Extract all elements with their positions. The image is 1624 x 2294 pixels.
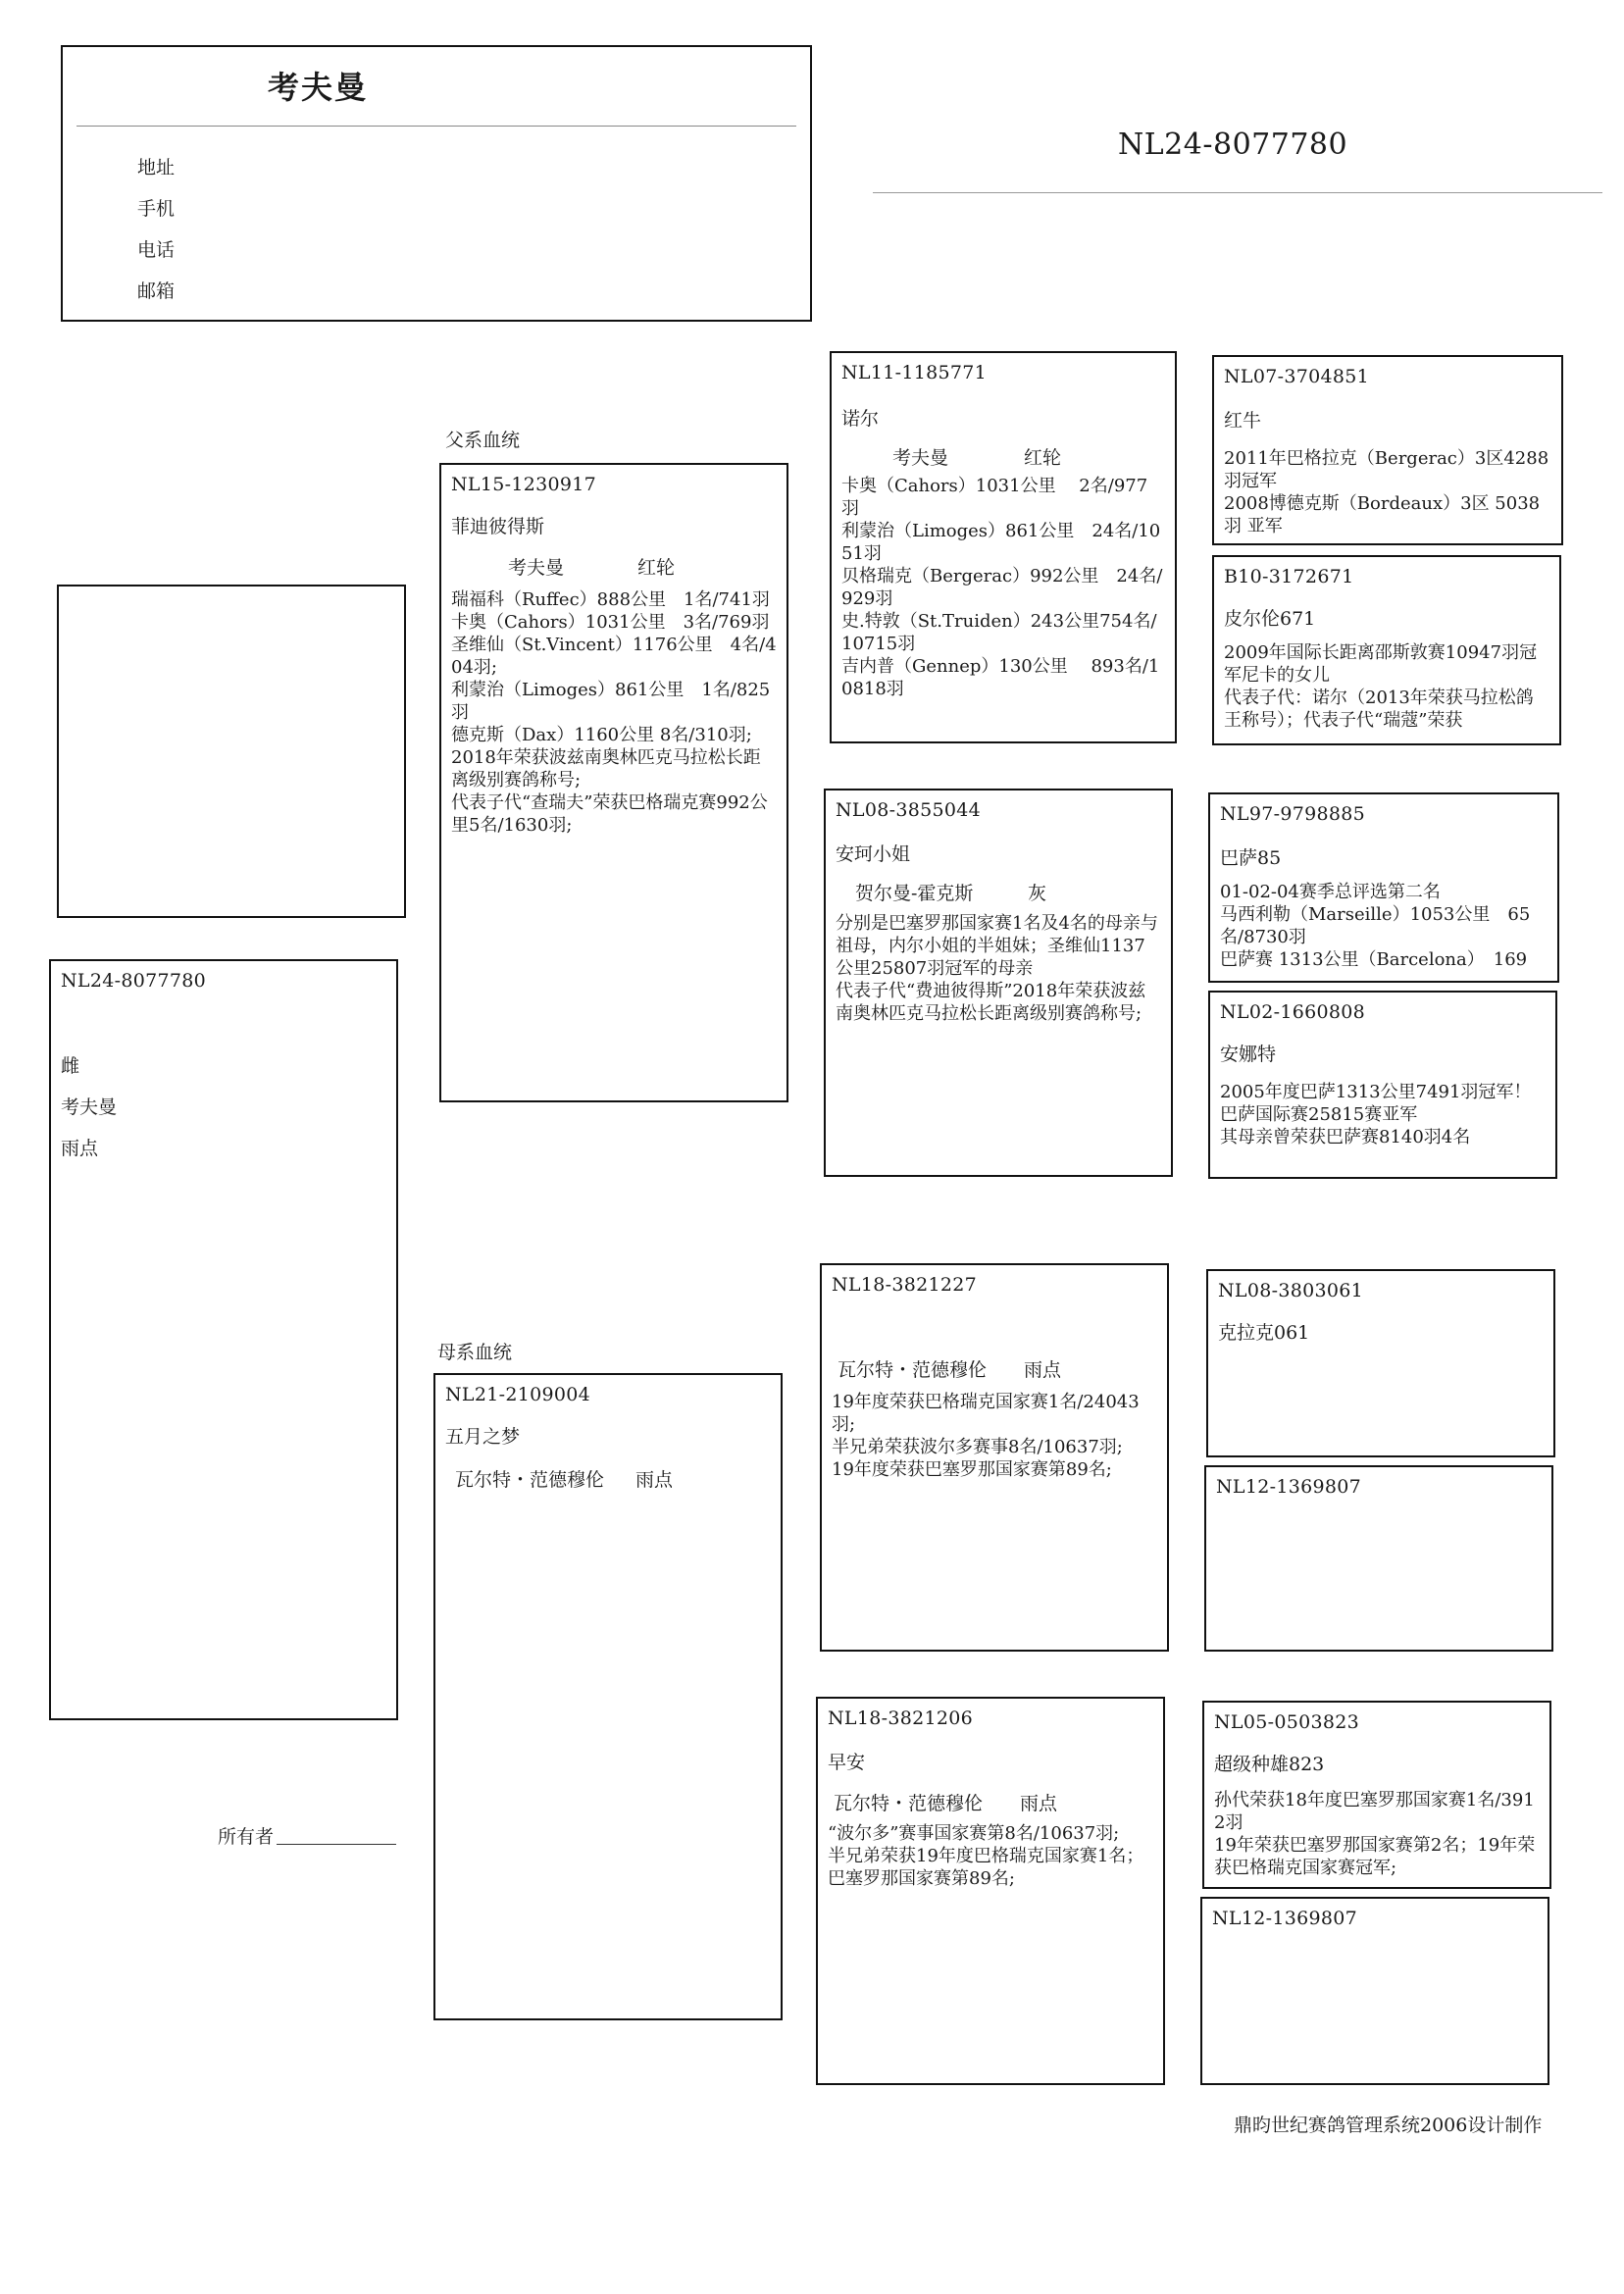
divider xyxy=(76,126,796,127)
owner-signature-line xyxy=(277,1844,396,1845)
note-line: 孙代荣获18年度巴塞罗那国家赛1名/3912羽 xyxy=(1214,1790,1535,1833)
phone-label: 电话 xyxy=(137,239,176,261)
note-line: 圣维仙（St.Vincent）1176公里 4名/404羽; xyxy=(451,635,777,678)
photo-box xyxy=(57,585,406,918)
ssd-box xyxy=(1212,555,1561,745)
sdd-name: 安娜特 xyxy=(1220,1044,1277,1065)
note-line: 马西利勒（Marseille）1053公里 65名/8730羽 xyxy=(1220,904,1531,947)
owner-label: 所有者 xyxy=(218,1826,275,1848)
note-line: 半兄弟荣获波尔多赛事8名/10637羽; xyxy=(832,1437,1123,1457)
dd-breeder: 瓦尔特・范德穆伦 xyxy=(834,1793,984,1814)
note-line: 利蒙治（Limoges）861公里 1名/825羽 xyxy=(451,680,771,723)
sds-name: 巴萨85 xyxy=(1220,847,1282,869)
sss-ring: NL07-3704851 xyxy=(1224,366,1370,387)
dsd-box xyxy=(1204,1465,1553,1652)
dam-sire-box xyxy=(820,1263,1169,1652)
ssd-notes xyxy=(1224,641,1549,732)
note-line: 其母亲曾荣获巴萨赛8140羽4名 xyxy=(1220,1127,1471,1147)
sd-ring: NL08-3855044 xyxy=(836,799,982,821)
note-line: 代表子代“费迪彼得斯”2018年荣获波兹南奥林匹克马拉松长距离级别赛鸽称号; xyxy=(836,981,1146,1024)
ss-breeder: 考夫曼 xyxy=(892,447,949,469)
dss-name: 克拉克061 xyxy=(1218,1322,1310,1344)
sss-name: 红牛 xyxy=(1224,410,1262,432)
ds-name: 瓦尔特・范德穆伦 xyxy=(837,1359,988,1381)
dam-ring: NL21-2109004 xyxy=(445,1384,591,1405)
sire-breeder: 考夫曼 xyxy=(508,557,565,579)
sire-ring: NL15-1230917 xyxy=(451,474,597,495)
dds-ring: NL05-0503823 xyxy=(1214,1711,1360,1733)
email-label: 邮箱 xyxy=(137,280,176,302)
dds-name: 超级种雄823 xyxy=(1214,1754,1325,1775)
note-line: 瑞福科（Ruffec）888公里 1名/741羽 xyxy=(451,589,770,610)
dam-name: 五月之梦 xyxy=(445,1426,521,1448)
note-line: 巴萨赛 1313公里（Barcelona） 169 xyxy=(1220,949,1528,970)
dd-notes xyxy=(828,1822,1153,1890)
note-line: 利蒙治（Limoges）861公里 24名/1051羽 xyxy=(841,521,1161,564)
note-line: 史.特敦（St.Truiden）243公里754名/10715羽 xyxy=(841,611,1157,654)
main-ring-number: NL24-8077780 xyxy=(1118,127,1348,162)
ddd-box xyxy=(1200,1897,1549,2085)
sire-name: 菲迪彼得斯 xyxy=(451,516,545,537)
sire-sire-box xyxy=(830,351,1177,743)
note-line: 2009年国际长距离邵斯敦赛10947羽冠军尼卡的女儿 xyxy=(1224,642,1538,686)
note-line: 分别是巴塞罗那国家赛1名及4名的母亲与祖母，内尔小姐的半姐妹；圣维仙1137公里25807羽冠军的母亲 xyxy=(836,913,1158,979)
sds-notes xyxy=(1220,881,1548,971)
dam-dam-box xyxy=(816,1697,1165,2085)
note-line: 半兄弟荣获19年度巴格瑞克国家赛1名；巴塞罗那国家赛第89名; xyxy=(828,1846,1144,1889)
ss-notes xyxy=(841,475,1165,700)
sdd-ring: NL02-1660808 xyxy=(1220,1001,1366,1023)
note-line: 代表子代“查瑞夫”荣获巴格瑞克赛992公里5名/1630羽; xyxy=(451,792,768,836)
sdd-box xyxy=(1208,991,1557,1179)
sss-box xyxy=(1212,355,1563,545)
header-divider xyxy=(873,192,1602,193)
sds-ring: NL97-9798885 xyxy=(1220,803,1366,825)
sss-notes xyxy=(1224,447,1551,537)
mobile-label: 手机 xyxy=(137,198,176,220)
dam-color: 雨点 xyxy=(635,1469,674,1491)
sd-name: 安珂小姐 xyxy=(836,843,911,865)
subject-color: 雨点 xyxy=(61,1138,99,1159)
note-line: 2008博德克斯（Bordeaux）3区 5038羽 亚军 xyxy=(1224,493,1541,536)
dd-color: 雨点 xyxy=(1020,1793,1058,1814)
sd-color: 灰 xyxy=(1028,883,1047,904)
note-line: 19年荣获巴塞罗那国家赛第2名；19年荣获巴格瑞克国家赛冠军; xyxy=(1214,1835,1536,1878)
dam-section-label: 母系血统 xyxy=(437,1342,513,1363)
subject-ring: NL24-8077780 xyxy=(61,970,207,992)
dds-notes xyxy=(1214,1789,1540,1879)
note-line: 吉内普（Gennep）130公里 893名/10818羽 xyxy=(841,656,1160,699)
ss-name: 诺尔 xyxy=(841,408,880,430)
ds-color: 雨点 xyxy=(1024,1359,1062,1381)
note-line: 19年度荣获巴塞罗那国家赛第89名; xyxy=(832,1459,1112,1480)
note-line: 2011年巴格拉克（Bergerac）3区4288羽冠军 xyxy=(1224,448,1549,491)
dd-ring: NL18-3821206 xyxy=(828,1708,974,1729)
dam-box xyxy=(433,1373,783,2020)
note-line: 贝格瑞克（Bergerac）992公里 24名/929羽 xyxy=(841,566,1163,609)
dss-box xyxy=(1206,1269,1555,1457)
note-line: 代表子代：诺尔（2013年荣获马拉松鸽王称号）；代表子代“瑞蔻”荣获 xyxy=(1224,688,1534,731)
ss-ring: NL11-1185771 xyxy=(841,362,988,383)
dsd-ring: NL12-1369807 xyxy=(1216,1476,1362,1498)
ddd-ring: NL12-1369807 xyxy=(1212,1908,1358,1929)
address-label: 地址 xyxy=(137,157,176,178)
note-line: 01-02-04赛季总评选第二名 xyxy=(1220,882,1441,902)
sd-notes xyxy=(836,912,1161,1025)
ds-notes xyxy=(832,1391,1157,1481)
sdd-notes xyxy=(1220,1081,1546,1148)
note-line: 卡奥（Cahors）1031公里 2名/977羽 xyxy=(841,476,1148,519)
sire-color: 红轮 xyxy=(637,557,676,579)
ssd-ring: B10-3172671 xyxy=(1224,566,1354,587)
subject-sex: 雌 xyxy=(61,1055,80,1077)
footer-credit: 鼎昀世纪赛鸽管理系统2006设计制作 xyxy=(1234,2115,1543,2136)
ds-ring: NL18-3821227 xyxy=(832,1274,978,1296)
note-line: 巴萨国际赛25815赛亚军 xyxy=(1220,1104,1418,1125)
note-line: “波尔多”赛事国家赛第8名/10637羽; xyxy=(828,1823,1120,1844)
sds-box xyxy=(1208,792,1559,983)
sire-notes xyxy=(451,588,777,837)
dds-box xyxy=(1202,1701,1551,1889)
subject-box xyxy=(49,959,398,1720)
note-line: 德克斯（Dax）1160公里 8名/310羽; xyxy=(451,725,752,745)
ssd-name: 皮尔伦671 xyxy=(1224,608,1316,630)
subject-breeder: 考夫曼 xyxy=(61,1096,118,1118)
dam-breeder: 瓦尔特・范德穆伦 xyxy=(455,1469,605,1491)
ss-color: 红轮 xyxy=(1024,447,1062,469)
dd-name: 早安 xyxy=(828,1752,866,1773)
dss-ring: NL08-3803061 xyxy=(1218,1280,1364,1301)
note-line: 2018年荣获波兹南奥林匹克马拉松长距离级别赛鸽称号; xyxy=(451,747,761,790)
note-line: 2005年度巴萨1313公里7491羽冠军！ xyxy=(1220,1082,1532,1102)
breeder-info-box xyxy=(61,45,812,322)
sire-box xyxy=(439,463,788,1102)
breeder-name: 考夫曼 xyxy=(267,69,368,106)
sire-section-label: 父系血统 xyxy=(445,430,521,451)
note-line: 19年度荣获巴格瑞克国家赛1名/24043羽; xyxy=(832,1392,1140,1435)
note-line: 卡奥（Cahors）1031公里 3名/769羽 xyxy=(451,612,770,633)
sire-dam-box xyxy=(824,789,1173,1177)
sd-breeder: 贺尔曼-霍克斯 xyxy=(855,883,974,904)
